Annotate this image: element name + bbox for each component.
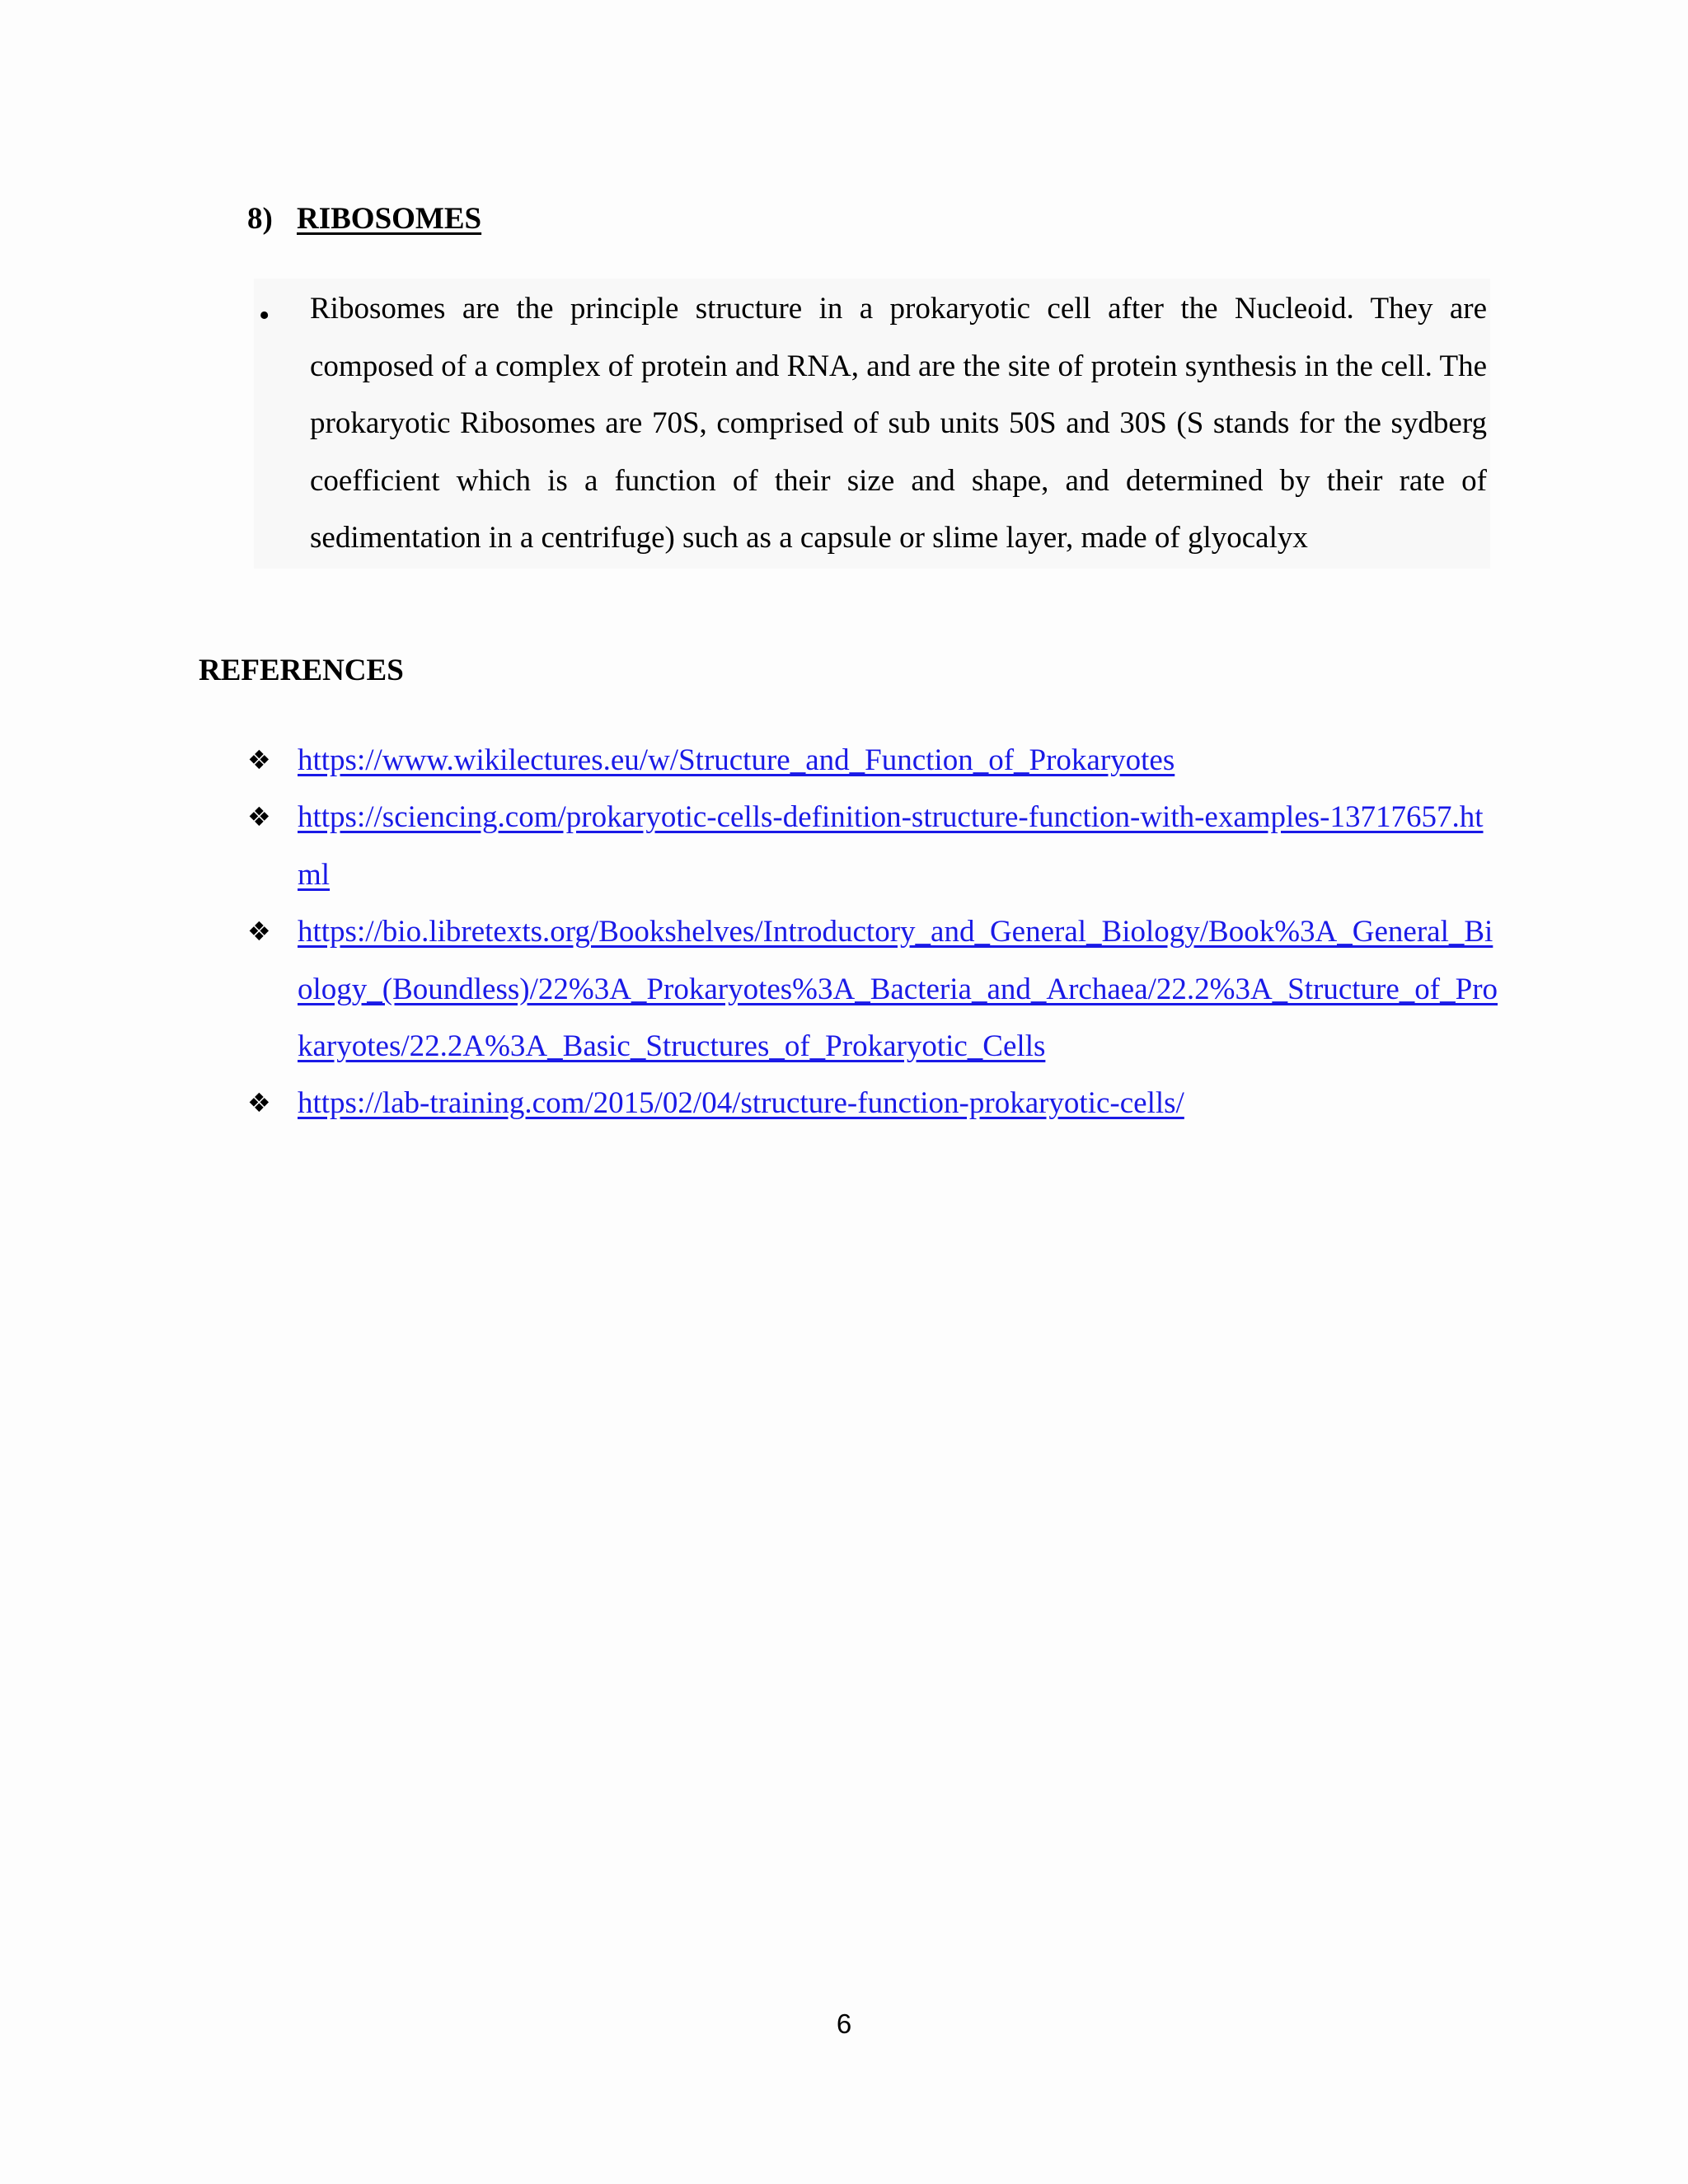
references-heading: REFERENCES: [199, 654, 404, 687]
ribosomes-paragraph: Ribosomes are the principle structure in a prokaryotic cell after the Nucleoid. They are composed of a complex of protein and RNA, and are the site of protein synthesis in the cell. The prokaryotic Ribosomes are 70S, comprised of sub units 50S and 30S (S stands for the sydberg coefficient which is a function of their size and shape, and determined by their rate of sedimentation in a centrifuge) such as a capsule or slime layer, made of glyocalyx: [310, 292, 1487, 555]
reference-item: [247, 789, 1500, 903]
reference-item: [247, 732, 1500, 789]
section-number: 8): [247, 202, 273, 236]
section-heading: [247, 196, 481, 242]
reference-item: [247, 1075, 1500, 1132]
page-number: 6: [836, 2008, 852, 2039]
section-title: RIBOSOMES: [297, 202, 482, 236]
reference-link-sciencing[interactable]: https://sciencing.com/prokaryotic-cells-definition-structure-function-with-examples-13717657.html: [298, 800, 1484, 892]
bullet-dot-icon: •: [259, 298, 270, 333]
diamond-bullet-icon: ❖: [247, 744, 271, 776]
reference-link-wikilectures[interactable]: https://www.wikilectures.eu/w/Structure_and_Function_of_Prokaryotes: [298, 743, 1175, 777]
reference-link-lab-training[interactable]: https://lab-training.com/2015/02/04/structure-function-prokaryotic-cells/: [298, 1086, 1184, 1121]
diamond-bullet-icon: ❖: [247, 916, 271, 948]
reference-link-libretexts[interactable]: https://bio.libretexts.org/Bookshelves/Introductory_and_General_Biology/Book%3A_General_Biology_(Boundless)/22%3A_Prokaryotes%3A_Bacteria_and_Archaea/22.2%3A_Structure_of_Prokaryotes/22.2A%3A_Basic_Structures_of_Prokaryotic_Cells: [298, 915, 1498, 1064]
diamond-bullet-icon: ❖: [247, 1087, 271, 1119]
reference-item: [247, 903, 1500, 1075]
diamond-bullet-icon: ❖: [247, 801, 271, 833]
references-list: [247, 732, 1500, 1132]
